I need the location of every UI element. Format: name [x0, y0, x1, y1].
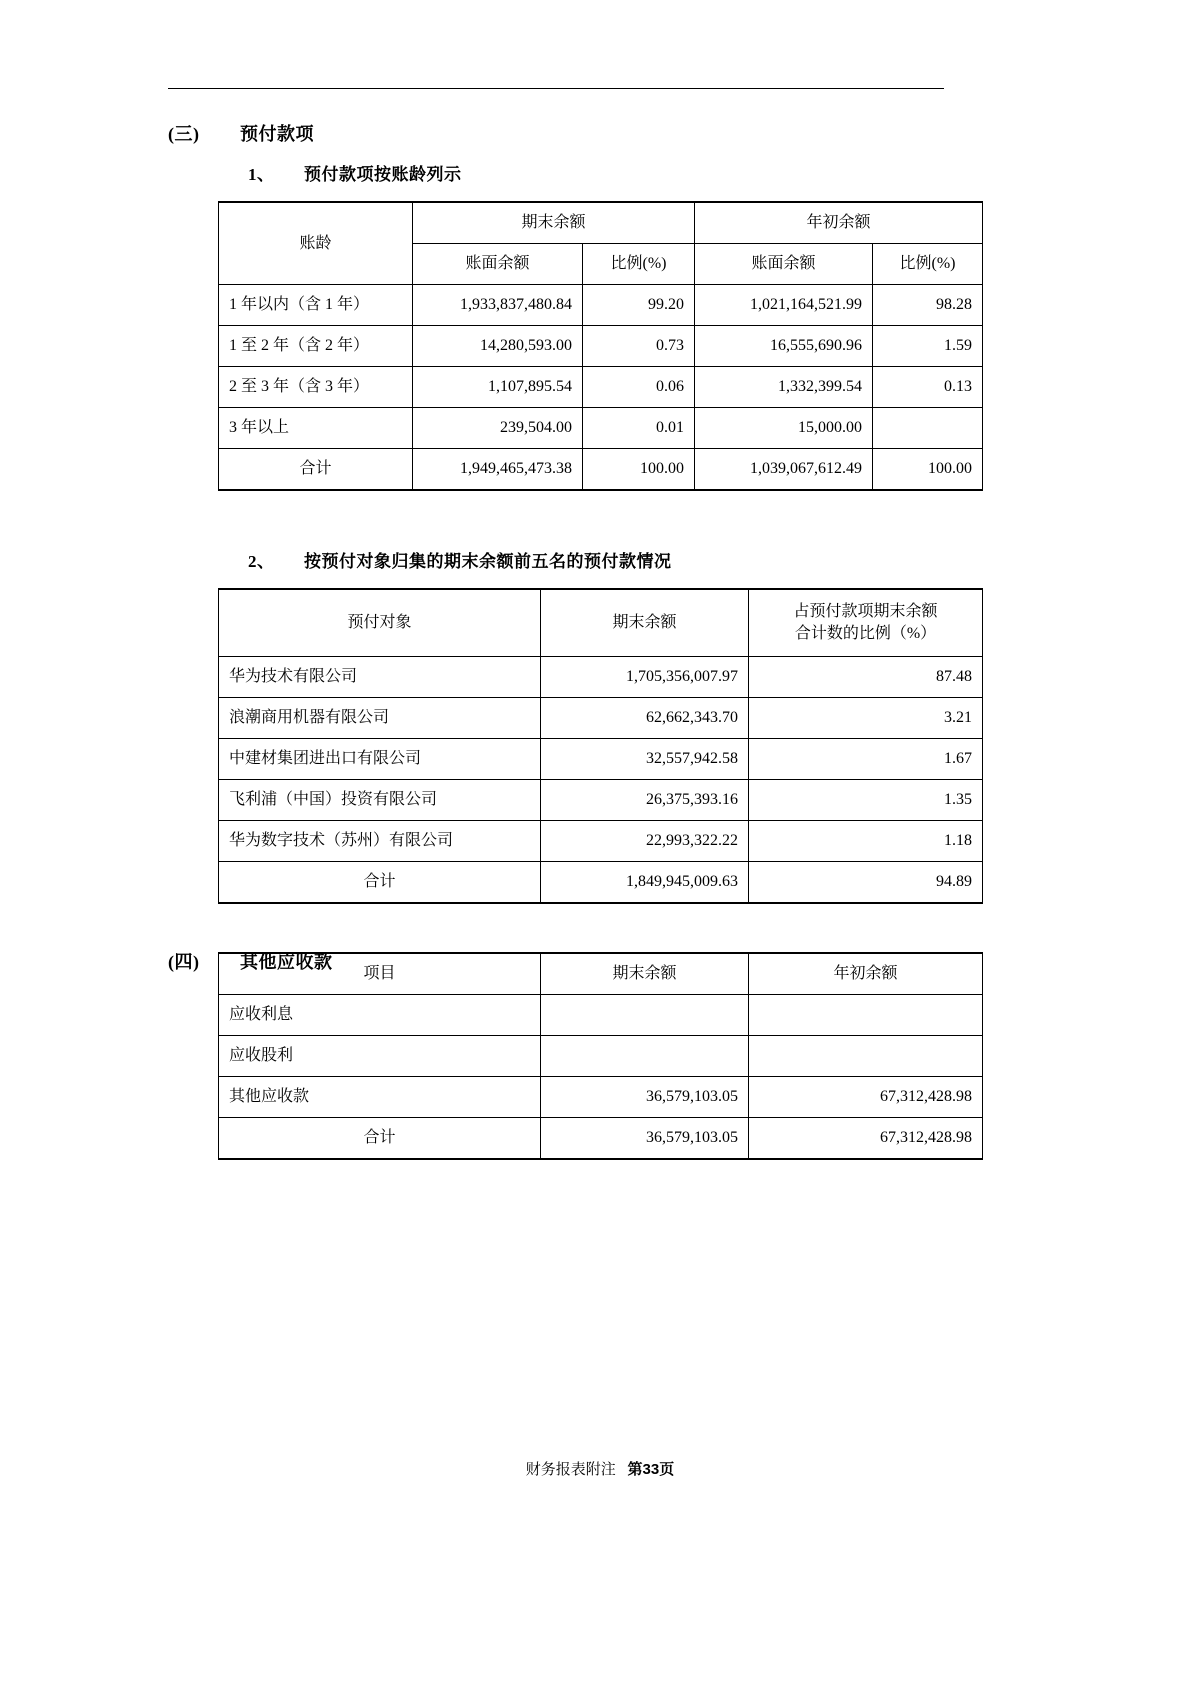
cell-begin-balance [749, 995, 983, 1036]
table-row [219, 367, 983, 408]
header-begin-balance: 年初余额 [749, 953, 983, 995]
cell-aging: 1 至 2 年（含 2 年） [219, 326, 413, 367]
cell-total-ratio: 94.89 [749, 862, 983, 904]
header-book-value-end: 账面余额 [413, 244, 583, 285]
cell-book-value-end: 14,280,593.00 [413, 326, 583, 367]
table-row [219, 408, 983, 449]
cell-item: 应收利息 [219, 995, 541, 1036]
cell-end-balance [541, 1036, 749, 1077]
cell-object: 华为技术有限公司 [219, 657, 541, 698]
header-begin-balance: 年初余额 [695, 202, 983, 244]
cell-ratio-begin: 0.13 [873, 367, 983, 408]
table-header-row [219, 202, 983, 244]
table-row [219, 657, 983, 698]
cell-book-value-end: 239,504.00 [413, 408, 583, 449]
table-row [219, 285, 983, 326]
cell-aging: 2 至 3 年（含 3 年） [219, 367, 413, 408]
cell-ratio: 3.21 [749, 698, 983, 739]
header-ratio-end: 比例(%) [583, 244, 695, 285]
table-row [219, 995, 983, 1036]
cell-item: 应收股利 [219, 1036, 541, 1077]
cell-total-label: 合计 [219, 862, 541, 904]
cell-end-balance: 22,993,322.22 [541, 821, 749, 862]
cell-end-balance [541, 995, 749, 1036]
header-ratio-line2: 合计数的比例（%） [794, 625, 937, 642]
header-item: 项目 [219, 953, 541, 995]
cell-total-ratio-begin: 100.00 [873, 449, 983, 491]
section-title: 其他应收款 [240, 952, 333, 972]
cell-object: 中建材集团进出口有限公司 [219, 739, 541, 780]
footer-page-number: 第33页 [627, 1461, 675, 1478]
cell-aging: 3 年以上 [219, 408, 413, 449]
document-content [0, 120, 1200, 1160]
cell-end-balance: 1,705,356,007.97 [541, 657, 749, 698]
cell-total-label: 合计 [219, 1118, 541, 1160]
header-book-value-begin: 账面余额 [695, 244, 873, 285]
table-row [219, 698, 983, 739]
cell-begin-balance [749, 1036, 983, 1077]
cell-ratio: 87.48 [749, 657, 983, 698]
section-number: (四) [168, 952, 200, 972]
section-heading-prepayments [168, 120, 1200, 146]
section-number: (三) [168, 124, 200, 144]
subsection-title: 预付款项按账龄列示 [304, 165, 462, 184]
cell-ratio: 1.67 [749, 739, 983, 780]
header-ratio-line1: 占预付款项期末余额 [793, 603, 938, 621]
table-row [219, 1077, 983, 1118]
cell-book-value-begin: 15,000.00 [695, 408, 873, 449]
table-prepayment-aging [218, 201, 983, 491]
cell-aging: 1 年以内（含 1 年） [219, 285, 413, 326]
cell-ratio: 1.18 [749, 821, 983, 862]
cell-ratio-begin [873, 408, 983, 449]
cell-total-book-value-begin: 1,039,067,612.49 [695, 449, 873, 491]
table-row [219, 821, 983, 862]
cell-book-value-begin: 16,555,690.96 [695, 326, 873, 367]
header-rule [168, 88, 944, 89]
cell-total-ratio-end: 100.00 [583, 449, 695, 491]
cell-book-value-end: 1,933,837,480.84 [413, 285, 583, 326]
cell-ratio-begin: 98.28 [873, 285, 983, 326]
cell-object: 飞利浦（中国）投资有限公司 [219, 780, 541, 821]
header-end-balance: 期末余额 [413, 202, 695, 244]
cell-book-value-begin: 1,021,164,521.99 [695, 285, 873, 326]
header-ratio [749, 589, 983, 657]
header-aging: 账龄 [219, 202, 413, 285]
cell-total-begin-balance: 67,312,428.98 [749, 1118, 983, 1160]
cell-item: 其他应收款 [219, 1077, 541, 1118]
page-footer [0, 1458, 1200, 1479]
table-row [219, 739, 983, 780]
cell-ratio-end: 99.20 [583, 285, 695, 326]
cell-end-balance: 32,557,942.58 [541, 739, 749, 780]
cell-total-end-balance: 1,849,945,009.63 [541, 862, 749, 904]
table-total-row [219, 449, 983, 491]
footer-label: 财务报表附注 [525, 1462, 616, 1478]
header-end-balance: 期末余额 [541, 953, 749, 995]
subsection-heading-aging [248, 160, 1200, 185]
cell-end-balance: 62,662,343.70 [541, 698, 749, 739]
subsection-number: 1、 [248, 165, 275, 184]
cell-total-book-value-end: 1,949,465,473.38 [413, 449, 583, 491]
cell-object: 华为数字技术（苏州）有限公司 [219, 821, 541, 862]
table-row [219, 326, 983, 367]
cell-ratio-end: 0.73 [583, 326, 695, 367]
section-title: 预付款项 [240, 124, 314, 144]
cell-total-end-balance: 36,579,103.05 [541, 1118, 749, 1160]
subsection-title: 按预付对象归集的期末余额前五名的预付款情况 [304, 552, 672, 571]
header-object: 预付对象 [219, 589, 541, 657]
table-row [219, 780, 983, 821]
table-other-receivables [218, 952, 983, 1160]
header-ratio-begin: 比例(%) [873, 244, 983, 285]
cell-end-balance: 26,375,393.16 [541, 780, 749, 821]
cell-object: 浪潮商用机器有限公司 [219, 698, 541, 739]
table-row [219, 1036, 983, 1077]
cell-end-balance: 36,579,103.05 [541, 1077, 749, 1118]
cell-book-value-begin: 1,332,399.54 [695, 367, 873, 408]
table-top5-prepayment-objects [218, 588, 983, 904]
cell-ratio: 1.35 [749, 780, 983, 821]
subsection-number: 2、 [248, 552, 275, 571]
cell-begin-balance: 67,312,428.98 [749, 1077, 983, 1118]
header-end-balance: 期末余额 [541, 589, 749, 657]
table-total-row [219, 1118, 983, 1160]
table-header-row [219, 953, 983, 995]
table-total-row [219, 862, 983, 904]
cell-total-label: 合计 [219, 449, 413, 491]
cell-ratio-end: 0.06 [583, 367, 695, 408]
table-header-row [219, 589, 983, 657]
cell-book-value-end: 1,107,895.54 [413, 367, 583, 408]
subsection-heading-top5 [248, 547, 1200, 572]
cell-ratio-begin: 1.59 [873, 326, 983, 367]
cell-ratio-end: 0.01 [583, 408, 695, 449]
